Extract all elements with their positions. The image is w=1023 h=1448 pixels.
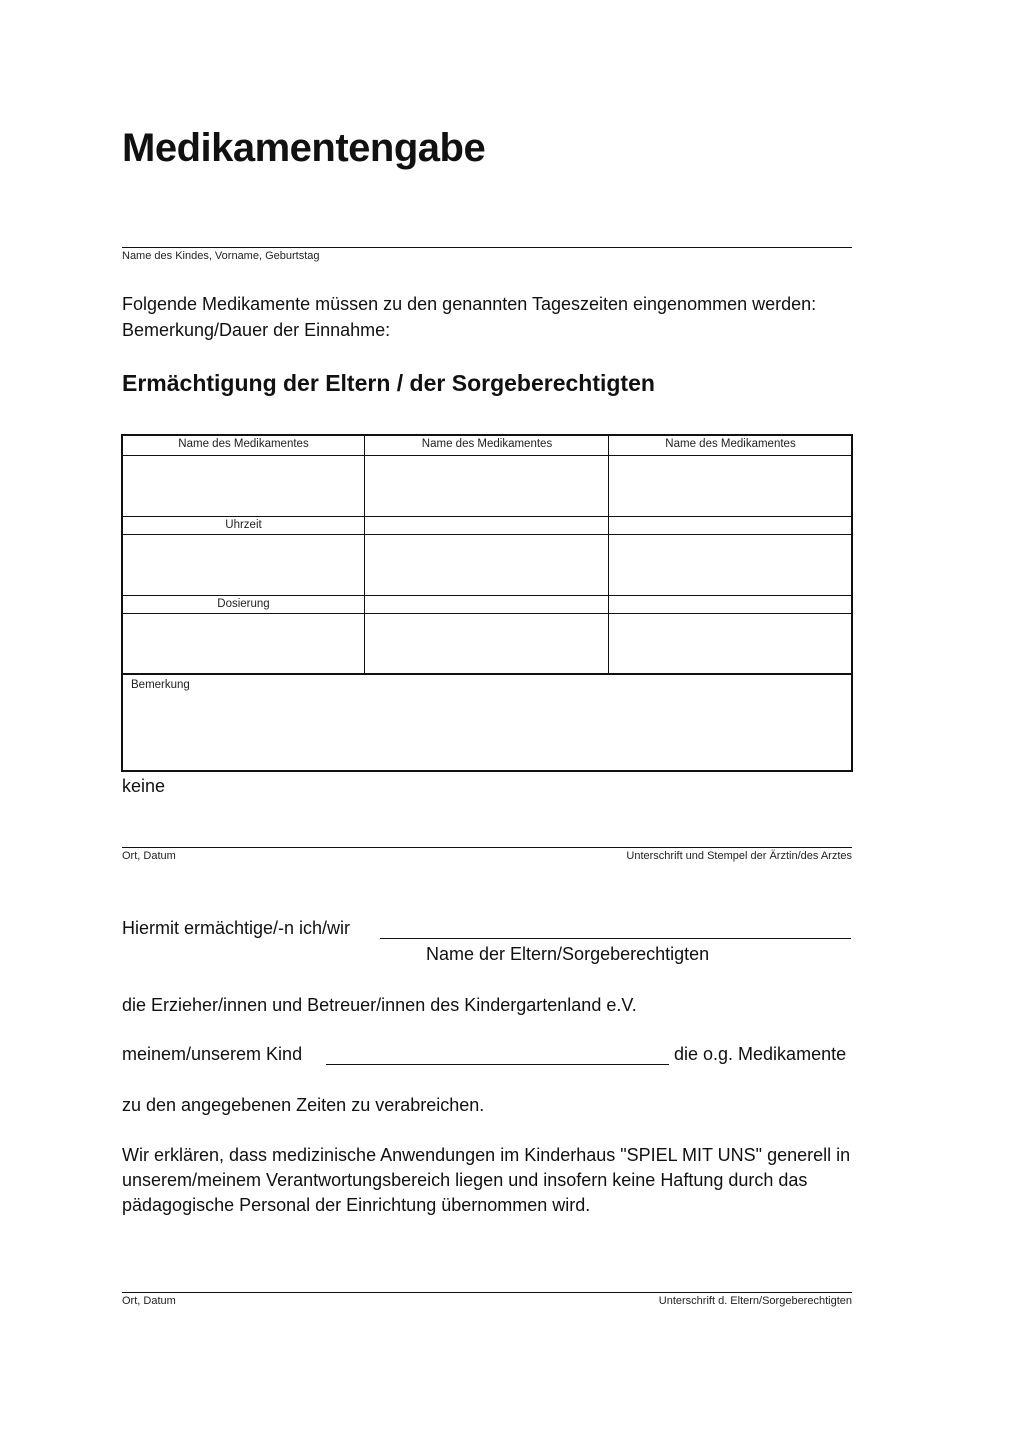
document-title: Medikamentengabe xyxy=(122,126,486,170)
parent-sign-place-date: Ort, Datum xyxy=(122,1295,176,1307)
table-row-divider xyxy=(123,613,851,614)
time-label: Uhrzeit xyxy=(225,519,262,531)
parents-name-line[interactable] xyxy=(380,938,851,939)
declaration-line-1: Wir erklären, dass medizinische Anwendungen im Kinderhaus "SPIEL MIT UNS" generell in xyxy=(122,1145,851,1165)
declaration-line-2: unserem/meinem Verantwortungsbereich liegen und insofern keine Haftung durch das xyxy=(122,1170,808,1190)
child-prefix: meinem/unserem Kind xyxy=(122,1044,303,1064)
after-table-text: keine xyxy=(122,776,166,796)
table-row-divider xyxy=(123,516,851,517)
intro-line-1: Folgende Medikamente müssen zu den genannten Tageszeiten eingenommen werden: xyxy=(122,294,817,314)
staff-line: die Erzieher/innen und Betreuer/innen des Kindergartenland e.V. xyxy=(122,995,637,1015)
parent-signature-line[interactable] xyxy=(122,1292,852,1293)
table-row-divider xyxy=(123,673,851,675)
doctor-sign-caption: Unterschrift und Stempel der Ärztin/des Arztes xyxy=(626,850,852,862)
parents-caption: Name der Eltern/Sorgeberechtigten xyxy=(426,944,710,964)
authorize-prefix: Hiermit ermächtige/-n ich/wir xyxy=(122,918,351,938)
medication-table xyxy=(121,434,853,772)
doctor-sign-place-date: Ort, Datum xyxy=(122,850,176,862)
child-name-field-line[interactable] xyxy=(326,1064,669,1065)
child-suffix: die o.g. Medikamente xyxy=(674,1044,847,1064)
child-name-line[interactable] xyxy=(122,247,852,248)
doctor-signature-line[interactable] xyxy=(122,847,852,848)
dose-label: Dosierung xyxy=(217,598,270,610)
intro-line-2: Bemerkung/Dauer der Einnahme: xyxy=(122,320,391,340)
times-line: zu den angegebenen Zeiten zu verabreichen. xyxy=(122,1095,485,1115)
declaration-line-3: pädagogische Personal der Einrichtung übernommen wird. xyxy=(122,1195,591,1215)
table-col-divider-1 xyxy=(364,436,365,674)
table-row-divider xyxy=(123,534,851,535)
table-row-divider xyxy=(123,455,851,456)
table-row-divider xyxy=(123,595,851,596)
col-header-1: Name des Medikamentes xyxy=(178,438,309,450)
parent-sign-caption: Unterschrift d. Eltern/Sorgeberechtigten xyxy=(658,1295,852,1307)
child-name-caption: Name des Kindes, Vorname, Geburtstag xyxy=(122,250,320,262)
section-heading: Ermächtigung der Eltern / der Sorgeberechtigten xyxy=(122,370,655,396)
remark-label: Bemerkung xyxy=(131,679,190,691)
col-header-3: Name des Medikamentes xyxy=(665,438,796,450)
col-header-2: Name des Medikamentes xyxy=(421,438,553,450)
table-col-divider-2 xyxy=(608,436,609,674)
